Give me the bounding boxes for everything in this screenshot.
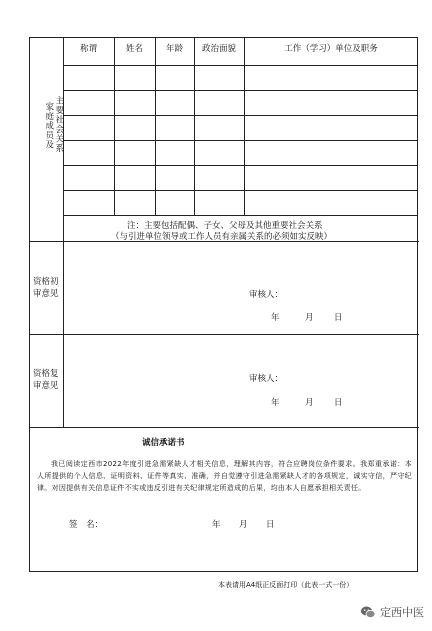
- initial-review-label-line2: 审意见: [33, 289, 59, 299]
- initial-reviewer-label: 审核人：: [249, 290, 284, 300]
- family-label-col1: 家庭成员及: [43, 102, 54, 150]
- pledge-body: 我已阅读定西市2022年度引进急需紧缺人才相关信息，理解其内容，符合应聘岗位条件要求。我郑重承诺：本人所提供的个人信息、证明资料、证件等真实、准确，并自觉遵守引进急需紧缺人才的各项规定，诚实守信，严守纪律。对因提供有关信息证件不实或违反引进有关纪律规定所造成的后果，均由本人自愿承担相关责任。: [37, 460, 412, 492]
- second-review-label: [33, 368, 59, 392]
- row-divider: [63, 215, 418, 216]
- family-note-line1: 注：主要包括配偶、子女、父母及其他重要社会关系: [127, 221, 323, 231]
- watermark-text: 定西中医: [380, 606, 424, 619]
- pledge-month: 月: [239, 520, 248, 530]
- second-review-label-line1: 资格复: [33, 369, 59, 379]
- row-divider: [63, 140, 418, 141]
- col-header-political: 政治面貌: [201, 44, 236, 54]
- row-divider: [63, 190, 418, 191]
- section-divider: [30, 334, 419, 335]
- column-divider: [114, 38, 115, 215]
- column-divider: [244, 38, 245, 215]
- second-day: 日: [334, 398, 343, 408]
- col-header-workplace: 工作（学习）单位及职务: [284, 44, 378, 54]
- second-review-label-line2: 审意见: [33, 381, 59, 391]
- header-divider: [63, 65, 418, 66]
- column-divider: [194, 38, 195, 215]
- row-divider: [63, 115, 418, 116]
- section-divider: [30, 427, 419, 428]
- print-note: 本表请用A4纸正反面打印（此表一式一份）: [218, 581, 354, 589]
- watermark: [360, 604, 424, 620]
- second-year: 年: [271, 398, 280, 408]
- family-note-line2: （与引进单位领导或工作人员有亲属关系的必须如实反映）: [111, 232, 333, 242]
- row-divider: [63, 165, 418, 166]
- second-reviewer-label: 审核人：: [249, 374, 284, 384]
- col-header-age: 年龄: [165, 44, 183, 54]
- family-section-label-b: [52, 96, 64, 153]
- pledge-year: 年: [212, 520, 221, 530]
- initial-day: 日: [334, 313, 343, 323]
- initial-review-label: [33, 276, 59, 300]
- initial-month: 月: [305, 313, 314, 323]
- family-label-col2: 主要社会关系: [53, 96, 64, 153]
- second-month: 月: [305, 398, 314, 408]
- wechat-icon: [360, 604, 376, 620]
- row-divider: [63, 90, 418, 91]
- pledge-sign-label: 签 名：: [69, 520, 104, 530]
- initial-year: 年: [271, 313, 280, 323]
- pledge-day: 日: [266, 520, 275, 530]
- pledge-title: 诚信承诺书: [142, 438, 185, 448]
- column-divider: [155, 38, 156, 215]
- initial-review-label-line1: 资格初: [33, 277, 59, 287]
- col-header-relation: 称谓: [79, 44, 97, 54]
- col-header-name: 姓名: [125, 44, 143, 54]
